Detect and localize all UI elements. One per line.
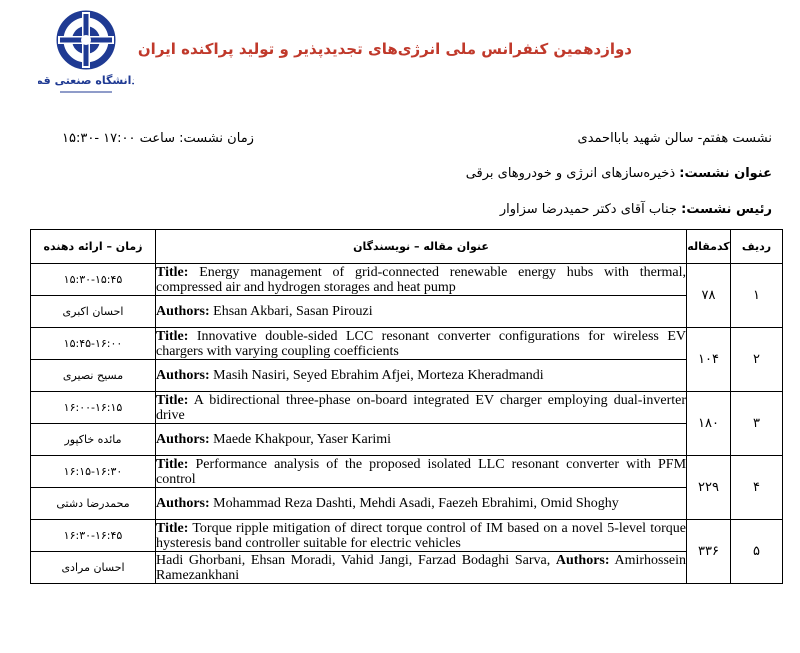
paper-authors-text: Mohammad Reza Dashti, Mehdi Asadi, Faezeh Ebrahimi, Omid Shoghy [213,496,619,511]
table-row [31,424,783,456]
paper-code: ۱۰۴ [687,328,731,392]
conference-title: دوازدهمین کنفرانس ملی انرژی‌های تجدیدپذیر و تولید پراکنده ایران [137,40,632,58]
row-number: ۴ [731,456,783,520]
session-chair-label: رئیس نشست: [681,202,772,217]
paper-title-text: Innovative double-sided LCC resonant converter configurations for wireless EV chargers with varying coupling coefficients [156,328,686,359]
paper-title-text: A bidirectional three-phase on-board integrated EV charger employing dual-inverter drive [156,392,687,423]
table-header-row [31,230,783,264]
row-number: ۲ [731,328,783,392]
paper-code: ۷۸ [687,264,731,328]
paper-authors-text: Masih Nasiri, Seyed Ebrahim Afjei, Morteza Kheradmandi [213,368,544,383]
authors-label: Authors: [156,304,210,319]
paper-authors-text: Maede Khakpour, Yaser Karimi [213,432,392,447]
svg-text:دانشگاه صنعتی قم: دانشگاه صنعتی قم [38,74,134,87]
paper-authors [156,424,687,456]
title-label: Title: [156,520,189,536]
talk-time: ۱۵:۳۰-۱۵:۴۵ [31,264,156,296]
table-row [31,392,783,424]
paper-title [156,264,687,296]
session-chair-value: جناب آقای دکتر حمیدرضا سزاوار [499,202,677,217]
presenter-name: مسیح نصیری [31,360,156,392]
table-row [31,360,783,392]
paper-code: ۲۲۹ [687,456,731,520]
session-label: نشست هفتم- سالن شهید بابااحمدی [577,131,772,146]
presenter-name: احسان مرادی [31,552,156,584]
paper-code: ۱۸۰ [687,392,731,456]
row-number: ۳ [731,392,783,456]
table-row [31,488,783,520]
header-time-presenter: زمان – ارائه دهنده [31,230,156,264]
presenter-name: مائده خاکپور [31,424,156,456]
talk-time: ۱۶:۱۵-۱۶:۳۰ [31,456,156,488]
paper-title [156,520,687,552]
paper-title-text: Performance analysis of the proposed isolated LLC resonant converter with PFM control [156,456,687,487]
row-number: ۱ [731,264,783,328]
presenter-name: احسان اکبری [31,296,156,328]
authors-label: Authors: [156,368,210,383]
talk-time: ۱۵:۴۵-۱۶:۰۰ [31,328,156,360]
title-label: Title: [156,264,189,280]
authors-label: Authors: [555,552,610,568]
row-number: ۵ [731,520,783,584]
paper-title-text: Energy management of grid-connected renewable energy hubs with thermal, compressed air and hydrogen storages and heat pump [156,264,686,295]
header-title-authors: عنوان مقاله – نویسندگان [156,230,687,264]
session-topic [466,166,772,181]
talk-time: ۱۶:۳۰-۱۶:۴۵ [31,520,156,552]
session-chair [500,202,772,217]
paper-authors [156,360,687,392]
paper-authors-text: Ehsan Akbari, Sasan Pirouzi [213,304,373,319]
table-row [31,552,783,584]
authors-label: Authors: [156,432,210,447]
paper-title [156,392,687,424]
university-logo [38,6,134,106]
header-paper-code: کدمقاله [687,230,731,264]
table-row [31,296,783,328]
table-row [31,328,783,360]
paper-title-text: Torque ripple mitigation of direct torque control of IM based on a novel 5-level torque hysteresis band controller suitable for electric vehicles [156,520,687,551]
paper-authors [156,488,687,520]
title-label: Title: [156,392,189,408]
table-row [31,520,783,552]
session-topic-label: عنوان نشست: [679,166,772,181]
paper-code: ۳۳۶ [687,520,731,584]
paper-authors-prefix: Hadi Ghorbani, Ehsan Moradi, Vahid Jangi, Farzad Bodaghi Sarva, [156,552,551,568]
presenter-name: محمدرضا دشتی [31,488,156,520]
university-emblem-icon [38,6,134,106]
header-row-number: ردیف [731,230,783,264]
table-row [31,264,783,296]
schedule-table [30,229,783,584]
talk-time: ۱۶:۰۰-۱۶:۱۵ [31,392,156,424]
paper-authors [156,552,687,584]
paper-authors [156,296,687,328]
authors-label: Authors: [156,496,210,511]
session-topic-value: ذخیره‌سازهای انرژی و خودروهای برقی [465,166,676,181]
title-label: Title: [156,328,189,344]
table-row [31,456,783,488]
session-time: زمان نشست: ساعت ۱۷:۰۰ -۱۵:۳۰ [62,131,254,146]
paper-authors-text: Amirhossein Ramezankhani [156,552,687,583]
title-label: Title: [156,456,189,472]
paper-title [156,328,687,360]
paper-title [156,456,687,488]
